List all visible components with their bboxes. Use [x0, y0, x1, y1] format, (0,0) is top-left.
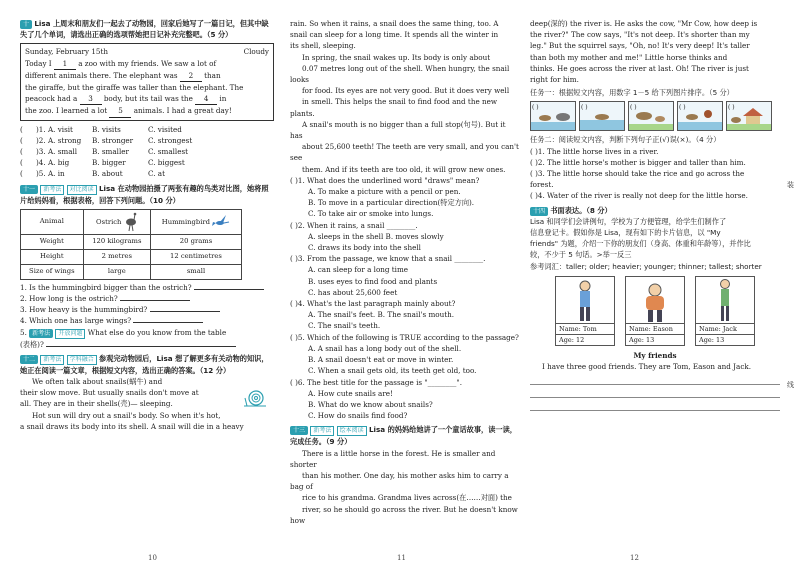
passage-line: rice to his grandma. Grandma lives across(在……对面) the	[302, 493, 512, 503]
true-false-item: ( )2. The little horse's mother is bigger and taller than him.	[530, 157, 746, 167]
passage-line: than both my mother and me!" Little horse thinks and	[530, 52, 728, 62]
passage-line: 信息登记卡。假如你是 Lisa，现有如下的卡片信息，以 "My	[530, 228, 721, 238]
passage-line: a snail draws its body into its shell. A snail will die in a heavy	[20, 421, 244, 431]
option: B. What do we know about snails?	[308, 399, 433, 409]
option: C. To take air or smoke into lungs.	[308, 209, 434, 219]
diary-blank: 5	[109, 105, 131, 117]
passage-line: their slow move. But usually snails don't move at	[20, 388, 199, 398]
passage-line: in smell. This helps the snail to find food and the new plants.	[290, 97, 498, 118]
task-2: 任务二：阅读短文内容，判断下列句子正(√)误(×)。（4 分）	[530, 135, 721, 145]
question: ( )5. Which of the following is TRUE according to the passage?	[290, 332, 519, 342]
hummingbird-header: Hummingbird	[150, 209, 241, 234]
question-5-cont: (表格)?	[20, 339, 274, 350]
friend-cards	[530, 276, 780, 346]
option: (	[20, 124, 23, 134]
passage-line: Lisa 和同学们会讲例句，学校为了方便管理，给学生们制作了	[530, 216, 727, 226]
diary-date: Sunday, February 15th	[25, 47, 108, 57]
option: A. How cute snails are!	[308, 388, 393, 398]
true-false-item: ( )1. The little horse lives in a river.	[530, 146, 659, 156]
page-number: 10	[148, 554, 157, 562]
task-1: 任务一：根据短文内容，用数字 1－5 给下列图片排序。（5 分）	[530, 88, 734, 98]
reference-words: 参考词汇：taller; older; heavier; younger; thinner; tallest; shorter	[530, 261, 762, 271]
passage-line: all. They are in their shells(壳)— sleeping.	[20, 399, 173, 409]
answer-line[interactable]	[133, 322, 203, 323]
option: B. bigger	[92, 158, 126, 168]
passage-line: deep(深的) the river is. He asks the cow, "Mr Cow, how deep is	[530, 19, 758, 28]
snail-icon	[242, 388, 268, 408]
section-number: 十一	[20, 185, 38, 194]
section-13-instruction: 十三 新考法 绘本阅读 Lisa 的妈妈给她讲了一个童话故事，读一读，完成任务。（9 分）	[290, 425, 517, 447]
binding-mark: 线	[787, 381, 794, 389]
passage-line: A snail's mouth is no bigger than a full stop(句号). But it has	[290, 119, 506, 141]
ostrich-icon	[124, 212, 138, 232]
option: C. draws its body into the shell	[308, 243, 421, 253]
story-picture: ( )	[677, 101, 723, 131]
tag: 绘本阅读	[337, 426, 367, 436]
option: C. strongest	[148, 135, 193, 145]
ostrich-header: Ostrich	[83, 209, 150, 234]
passage-line: than his mother. One day, his mother asks him to carry a bag of	[290, 470, 509, 492]
question: 4. Which one has large wings?	[20, 315, 274, 326]
column-middle	[290, 18, 520, 526]
friend-card-jack: Name: Jack Age: 13	[695, 276, 755, 346]
horse-story-cont	[530, 18, 780, 85]
true-false-items	[530, 146, 780, 202]
question-5: 5. 新考法 开放问题 What else do you know from the table	[20, 327, 227, 337]
option: B. stronger	[92, 135, 134, 145]
answer-line[interactable]	[120, 300, 190, 301]
boy-chubby-icon	[642, 283, 668, 323]
option: (	[20, 147, 23, 157]
table-cell: Height	[21, 249, 84, 264]
section-number: 十二	[20, 355, 38, 364]
passage-line: leg." But the squirrel says, "Oh, no! It's very deep! It's taller	[530, 41, 750, 51]
option: C. The snail's teeth.	[308, 321, 381, 331]
friend-card-eason: Name: Eason Age: 13	[625, 276, 685, 346]
answer-line[interactable]	[150, 311, 220, 312]
option: C. at	[148, 169, 165, 179]
option-row	[20, 135, 274, 146]
option: A. A snail has a long body out of the shell.	[308, 343, 462, 353]
option: A. The snail's feet. B. The snail's mouth.	[308, 310, 455, 320]
diary-weather: Cloudy	[243, 47, 269, 57]
option: (	[20, 169, 23, 179]
table-row	[21, 234, 242, 249]
answer-line[interactable]	[194, 289, 264, 290]
passage-line: its shell, sleeping.	[290, 41, 356, 51]
section-11-instruction: 十一 新考法 对比阅读 Lisa 在动物园拍摄了两张有趣的鸟类对比图，她将照片给妈妈看，根据表格，回答下列问题。（10 分）	[20, 183, 269, 205]
table-cell: 12 centimetres	[150, 249, 241, 264]
question: 1. Is the hummingbird bigger than the ostrich?	[20, 282, 274, 293]
diary-line: Today I 1 a zoo with my friends. We saw a lot of	[25, 58, 269, 70]
passage-line: 0.07 metres long out of the shell. When hungry, the snail looks	[290, 63, 510, 85]
option-row	[20, 124, 274, 135]
column-left	[20, 18, 274, 432]
snail-passage-cont	[290, 18, 520, 52]
diary-blank: 3	[80, 93, 102, 105]
snail-passage	[20, 376, 274, 432]
diary-text	[25, 58, 269, 118]
boy-thin-icon	[716, 278, 734, 323]
section-10-instruction: 十 Lisa 上周末和朋友们一起去了动物园，回家后她写了一篇日记，但其中缺失了几个单词，请选出正确的选项帮她把日记补充完整吧。（5 分）	[20, 19, 269, 40]
diary-blank: 4	[195, 93, 217, 105]
tag: 新考法	[40, 185, 64, 195]
passage-line: In spring, the snail wakes up. Its body is only about	[302, 52, 491, 62]
tag: 新考法	[29, 329, 53, 338]
option: (	[20, 158, 23, 168]
answer-line[interactable]	[46, 346, 236, 347]
friend-card-tom: Name: Tom Age: 12	[555, 276, 615, 346]
passage-line: rain. So when it rains, a snail does the same thing, too. A	[290, 19, 499, 28]
passage-line: right for him.	[530, 75, 579, 85]
table-cell: Weight	[21, 234, 84, 249]
story-pictures	[530, 101, 780, 131]
boy-tall-icon	[575, 279, 595, 323]
diary-box	[20, 43, 274, 120]
option-row	[20, 157, 274, 168]
diary-line: peacock had a 3 body, but its tail was the 4 in	[25, 93, 269, 105]
diary-line: different animals there. The elephant was 2 than	[25, 70, 269, 82]
section-12-instruction: 十二 新考法 学科融合 参观完动物园后，Lisa 想了解更多有关动物的知识，她正在阅读一篇文章，根据短文内容，选出正确的答案。（12 分）	[20, 353, 269, 375]
tag: 对比阅读	[67, 185, 97, 195]
writing-prompt	[530, 216, 780, 261]
option-row	[20, 168, 274, 179]
bird-comparison-table	[20, 209, 242, 280]
question: ( )6. The best title for the passage is "________".	[290, 377, 462, 387]
passage-line: the river?" The cow says, "It's not deep. It's shorter than my	[530, 30, 750, 40]
table-cell: 120 kilograms	[83, 234, 150, 249]
true-false-item: ( )3. The little horse should take the rice and go across the	[530, 169, 745, 179]
option: (	[20, 135, 23, 145]
option-row	[20, 146, 274, 157]
option: C. has about 25,600 feet	[308, 287, 398, 297]
hummingbird-icon	[212, 214, 230, 230]
section-14-instruction: 十四 书面表达。（8 分）	[530, 205, 780, 216]
passage-line: Hot sun will dry out a snail's body. So when it's hot,	[32, 410, 221, 420]
option: B. uses eyes to find food and plants	[308, 276, 438, 286]
table-row	[21, 249, 242, 264]
option: C. How do snails find food?	[308, 411, 408, 421]
option: B. smaller	[92, 147, 129, 157]
table-cell: Size of wings	[21, 264, 84, 279]
snail-passage-para2	[290, 52, 520, 119]
option: C. When a snail gets old, its teeth get old, too.	[308, 366, 477, 376]
snail-questions	[290, 175, 520, 421]
option: C. biggest	[148, 158, 185, 168]
tag: 学科融合	[67, 355, 97, 365]
question: 2. How long is the ostrich?	[20, 293, 274, 304]
table-row	[21, 264, 242, 279]
horse-story	[290, 448, 520, 526]
section-number: 十三	[290, 426, 308, 435]
option: C. smallest	[148, 147, 189, 157]
passage-line: thinks. He goes across the river at last. Oh! The river is just	[530, 63, 749, 73]
essay-start: I have three good friends. They are Tom, Eason and Jack.	[542, 362, 751, 372]
passage-line: them. And if its teeth are too old, it will grow new ones.	[302, 164, 506, 174]
true-false-item: ( )4. Water of the river is really not deep for the little horse.	[530, 191, 748, 201]
tag: 新考法	[310, 426, 334, 436]
passage-line: There is a little horse in the forest. He is smaller and shorter	[290, 448, 496, 469]
column-right	[530, 18, 780, 413]
page-number: 11	[397, 554, 406, 562]
option: )2. A. strong	[36, 135, 82, 145]
table-cell: 2 metres	[83, 249, 150, 264]
question: ( )4. What's the last paragraph mainly about?	[290, 299, 456, 309]
passage-line: friends" 为题，介绍一下你的朋友们（身高、体重和年龄等），并作比	[530, 239, 751, 249]
question: ( )2. When it rains, a snail ________.	[290, 220, 418, 230]
table-cell: large	[83, 264, 150, 279]
option: B. visits	[92, 124, 121, 134]
option: )5. A. in	[36, 169, 65, 179]
section-11-questions	[20, 282, 274, 327]
binding-mark: 装	[787, 181, 794, 189]
story-picture: ( )	[579, 101, 625, 131]
option: )4. A. big	[36, 158, 70, 168]
story-picture: ( )	[530, 101, 576, 131]
option: C. visited	[148, 124, 182, 134]
section-number: 十四	[530, 207, 548, 216]
story-picture: ( )	[628, 101, 674, 131]
story-picture: ( )	[726, 101, 772, 131]
passage-line: snail can sleep for a long time. It spends all the winter in	[290, 30, 499, 40]
tag: 新考法	[40, 355, 64, 365]
true-false-item: forest.	[530, 180, 554, 190]
writing-line[interactable]	[530, 400, 780, 411]
option: B. To move in a particular direction(特定方向).	[308, 198, 475, 208]
diary-blank: 1	[54, 58, 76, 70]
diary-blank: 2	[180, 70, 202, 82]
snail-passage-para3	[290, 119, 520, 175]
diary-line: the zoo. I learned a lot 5 animals. I had a great day!	[25, 105, 269, 117]
question: 3. How heavy is the hummingbird?	[20, 304, 274, 315]
option: B. about	[92, 169, 123, 179]
section-10-options	[20, 124, 274, 180]
essay-title: My friends	[633, 350, 677, 360]
table-cell: 20 grams	[150, 234, 241, 249]
question: ( )1. What does the underlined word "draws" mean?	[290, 175, 480, 185]
diary-line: the giraffe, but the giraffe was taller than the elephant. The	[25, 83, 244, 93]
option: )1. A. visit	[36, 124, 73, 134]
option: B. A snail doesn't eat or move in winter.	[308, 355, 454, 365]
tag: 开放问题	[55, 329, 85, 339]
passage-line: for food. Its eyes are not very good. But it does very well	[302, 86, 510, 96]
table-header: Animal	[21, 209, 84, 234]
option: A. To make a picture with a pencil or pen.	[308, 187, 461, 197]
passage-line: 较，不少于 5 句话。>举一反三	[530, 250, 632, 260]
question: ( )3. From the passage, we know that a snail ________.	[290, 254, 486, 264]
section-number: 十	[20, 20, 32, 29]
option: A. sleeps in the shell B. moves slowly	[308, 231, 444, 241]
option: )3. A. small	[36, 147, 78, 157]
passage-line: We often talk about snails(蜗牛) and	[32, 377, 163, 387]
passage-line: about 25,600 teeth! The teeth are very small, and you can't see	[290, 142, 519, 163]
writing-line[interactable]	[530, 374, 780, 385]
writing-line[interactable]	[530, 387, 780, 398]
page-number: 12	[630, 554, 639, 562]
table-cell: small	[150, 264, 241, 279]
option: A. can sleep for a long time	[308, 265, 409, 275]
passage-line: river, so he should go across the river. But he doesn't know how	[290, 504, 518, 525]
